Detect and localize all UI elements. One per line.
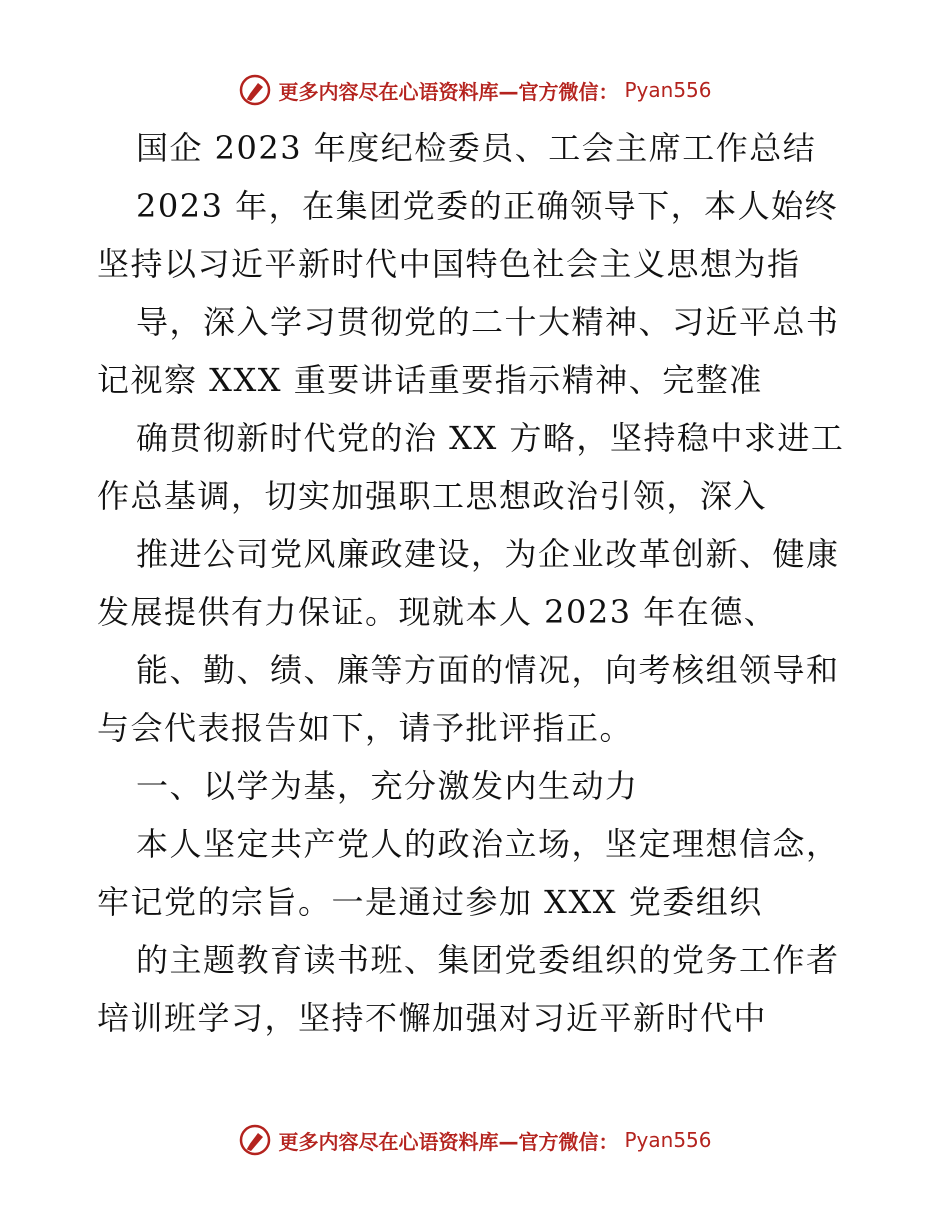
text-line: 记视察 XXX 重要讲话重要指示精神、完整准: [97, 361, 763, 399]
text-line: 坚持以习近平新时代中国特色社会主义思想为指: [97, 245, 801, 283]
text-line: 与会代表报告如下，请予批评指正。: [97, 709, 634, 747]
header-banner-brand: Pyan556: [624, 78, 712, 102]
text-line: 的主题教育读书班、集团党委组织的党务工作者: [136, 941, 840, 979]
header-banner: [0, 70, 950, 110]
pen-nib-logo-icon: [238, 1123, 272, 1157]
document-title: 国企 2023 年度纪检委员、工会主席工作总结: [136, 129, 817, 167]
text-line: 导，深入学习贯彻党的二十大精神、习近平总书: [136, 303, 840, 341]
text-line: 本人坚定共产党人的政治立场，坚定理想信念，: [136, 825, 840, 863]
text-line: 能、勤、绩、廉等方面的情况，向考核组领导和: [136, 651, 840, 689]
section-heading: 一、以学为基，充分激发内生动力: [136, 767, 639, 805]
text-line: 2023 年，在集团党委的正确领导下，本人始终: [136, 187, 839, 225]
pen-nib-logo-icon: [238, 73, 272, 107]
text-line: 培训班学习，坚持不懈加强对习近平新时代中: [97, 999, 768, 1037]
text-line: 确贯彻新时代党的治 XX 方略，坚持稳中求进工: [136, 419, 845, 457]
text-line: 发展提供有力保证。现就本人 2023 年在德、: [97, 593, 778, 631]
header-banner-text: 更多内容尽在心语资料库—官方微信：: [278, 79, 619, 104]
text-line: 作总基调，切实加强职工思想政治引领，深入: [97, 477, 768, 515]
footer-banner: [0, 1120, 950, 1160]
text-line: 推进公司党风廉政建设，为企业改革创新、健康: [136, 535, 840, 573]
footer-banner-brand: Pyan556: [624, 1128, 712, 1152]
text-line: 牢记党的宗旨。一是通过参加 XXX 党委组织: [97, 883, 763, 921]
footer-banner-text: 更多内容尽在心语资料库—官方微信：: [278, 1129, 619, 1154]
